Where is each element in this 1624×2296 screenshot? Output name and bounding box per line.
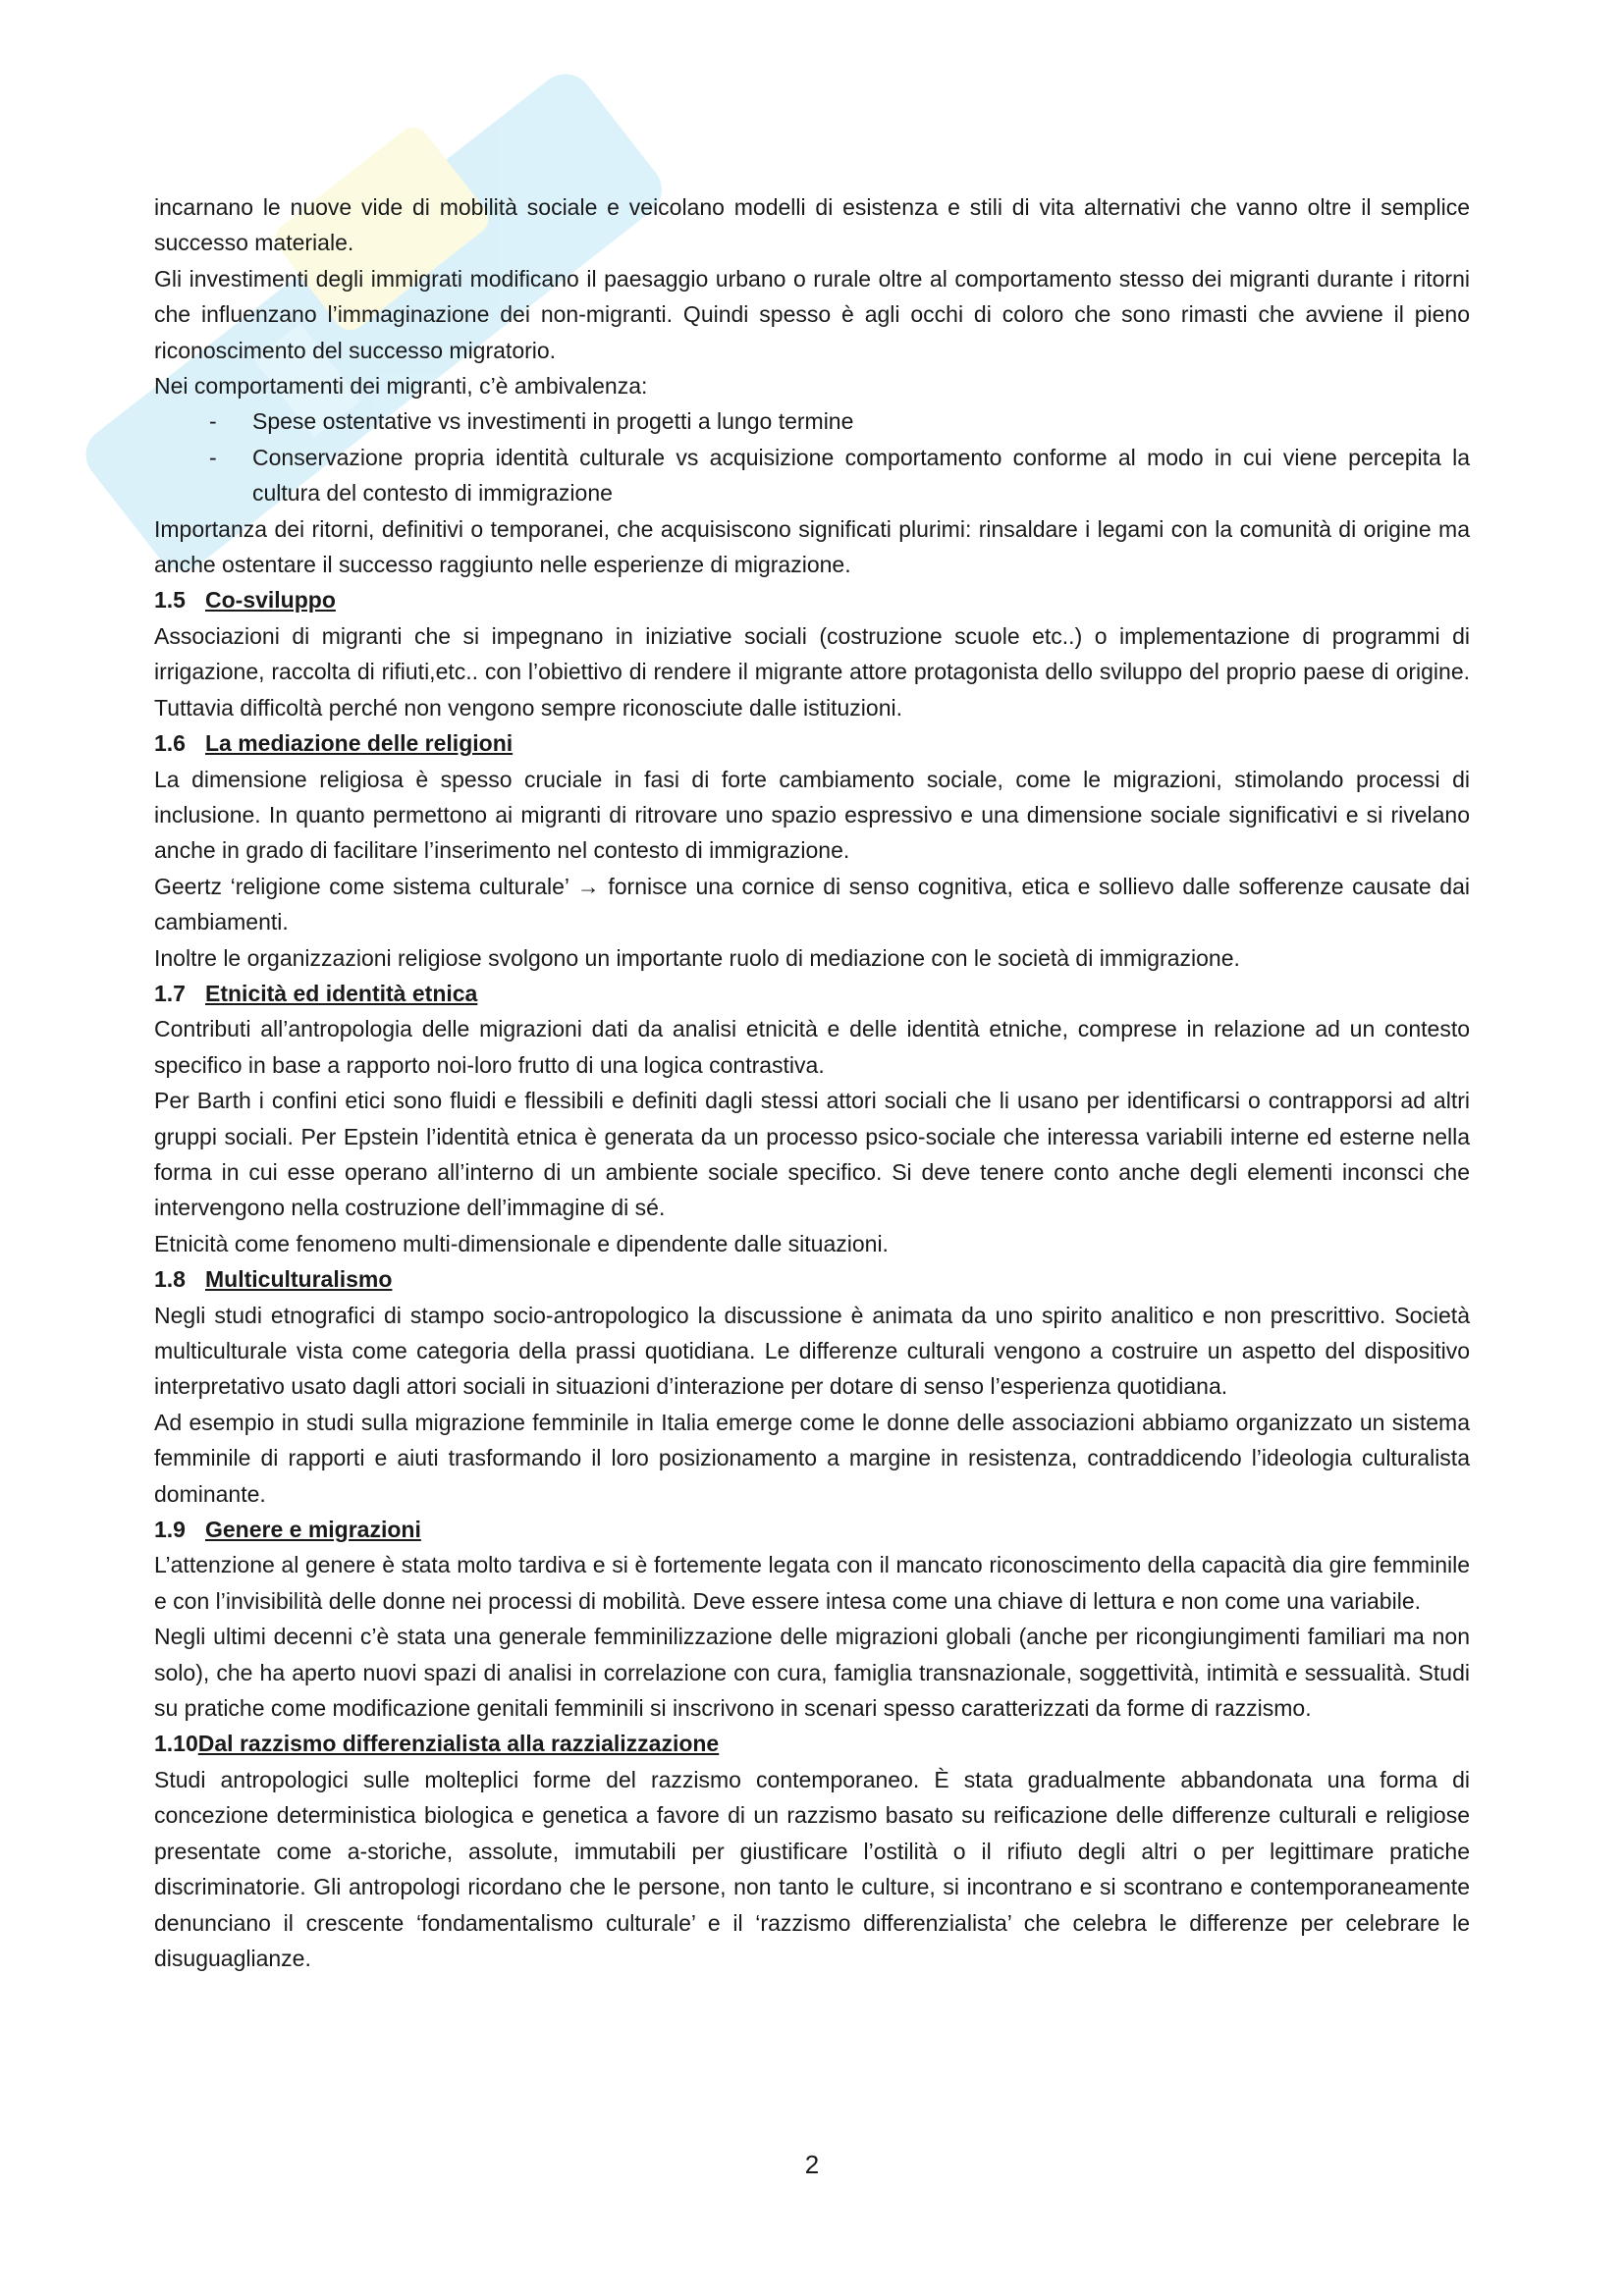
section-paragraph: Geertz ‘religione come sistema culturale’ → fornisce una cornice di senso cognitiva, etica e sollievo dalle sofferenze causate dai cambiamenti. [154, 873, 1470, 935]
section-heading [154, 1726, 1470, 1761]
section-religioni [154, 725, 1470, 976]
section-paragraph: La dimensione religiosa è spesso cruciale in fasi di forte cambiamento sociale, come le migrazioni, stimolando processi di inclusione. In quanto permettono ai migranti di ritrovare uno spazio espressivo e una dimensione sociale significativi e si rivelano anche in grado di facilitare l’inserimento nel contesto di immigrazione. [154, 766, 1470, 864]
section-title: Co-sviluppo [205, 587, 336, 614]
bullet-dash: - [209, 408, 217, 435]
section-paragraph: Associazioni di migranti che si impegnano in iniziative sociali (costruzione scuole etc..) o implementazione di programmi di irrigazione, raccolta di rifiuti,etc.. con l’obiettivo di rendere il migrante attore protagonista dello sviluppo del proprio paese di origine. Tuttavia difficoltà perché non vengono sempre riconosciute dalle istituzioni. [154, 622, 1470, 721]
section-title: Genere e migrazioni [205, 1517, 421, 1543]
section-title: La mediazione delle religioni [205, 730, 514, 757]
ambivalence-list [154, 403, 1470, 510]
section-paragraph: Studi antropologici sulle molteplici forme del razzismo contemporaneo. È stata gradualmente abbandonata una forma di concezione deterministica biologica e genetica a favore di un razzismo basato su reificazione delle differenze culturali e religiose presentate come a-storiche, assolute, immutabili per giustificare l’ostilità o il rifiuto degli altri o per legittimare pratiche discriminatorie. Gli antropologi ricordano che le persone, non tanto le culture, si incontrano e si scontrano e contemporaneamente denunciano il crescente ‘fondamentalismo culturale’ e il ‘razzismo differenzialista’ che celebra le differenze per celebrare le disuguaglianze. [154, 1766, 1470, 1971]
section-genere [154, 1512, 1470, 1726]
section-paragraph: Inoltre le organizzazioni religiose svolgono un importante ruolo di mediazione con le società di immigrazione. [154, 944, 1240, 971]
paragraph-top-2: Gli investimenti degli immigrati modificano il paesaggio urbano o rurale oltre al comportamento stesso dei migranti durante i ritorni che influenzano l’immaginazione dei non-migranti. Quindi spesso è agli occhi di coloro che sono rimasti che avviene il pieno riconoscimento del successo migratorio. [154, 265, 1470, 363]
section-co-sviluppo [154, 582, 1470, 725]
section-heading [154, 725, 1470, 761]
section-number: 1.7 [154, 980, 186, 1006]
section-number: 1.6 [154, 730, 186, 757]
section-heading [154, 1261, 1470, 1297]
section-heading [154, 1512, 1470, 1547]
section-number: 1.9 [154, 1517, 186, 1543]
section-paragraph: Negli studi etnografici di stampo socio-antropologico la discussione è animata da uno spirito analitico e non prescrittivo. Società multiculturale vista come categoria della prassi quotidiana. Le differenze culturali vengono a costruire un aspetto del dispositivo interpretativo usato dagli attori sociali in situazioni d’interazione per dotare di senso l’esperienza quotidiana. [154, 1302, 1470, 1400]
section-title: Etnicità ed identità etnica [205, 980, 478, 1006]
bullet-dash: - [209, 444, 217, 470]
section-razzismo [154, 1726, 1470, 1976]
document-body [154, 189, 1470, 1976]
section-etnicita [154, 976, 1470, 1261]
section-number: 1.5 [154, 587, 186, 614]
paragraph-top-1: incarnano le nuove vide di mobilità sociale e veicolano modelli di esistenza e stili di vita alternativi che vanno oltre il semplice successo materiale. [154, 194, 1470, 256]
paragraph-top-3: Nei comportamenti dei migranti, c’è ambivalenza: [154, 373, 648, 400]
section-number: 1.8 [154, 1266, 186, 1293]
section-paragraph: Etnicità come fenomeno multi-dimensionale e dipendente dalle situazioni. [154, 1230, 889, 1256]
section-multiculturalismo [154, 1261, 1470, 1512]
section-paragraph: Per Barth i confini etici sono fluidi e flessibili e definiti dagli stessi attori sociali che li usano per identificarsi o contrapporsi ad altri gruppi sociali. Per Epstein l’identità etnica è generata da un processo psico-sociale che interessa variabili interne ed esterne nella forma in cui esse operano all’interno di un ambiente sociale specifico. Si deve tenere conto anche degli elementi inconsci che intervengono nella costruzione dell’immagine di sé. [154, 1088, 1470, 1221]
section-paragraph: Contributi all’antropologia delle migrazioni dati da analisi etnicità e delle identità etniche, comprese in relazione ad un contesto specifico in base a rapporto noi-loro frutto di una logica contrastiva. [154, 1016, 1470, 1078]
paragraph-returns: Importanza dei ritorni, definitivi o temporanei, che acquisiscono significati plurimi: rinsaldare i legami con la comunità di origine ma anche ostentare il successo raggiunto nelle esperienze di migrazione. [154, 515, 1470, 578]
section-paragraph: Negli ultimi decenni c’è stata una generale femminilizzazione delle migrazioni globali (anche per ricongiungimenti familiari ma non solo), che ha aperto nuovi spazi di analisi in correlazione con cura, famiglia transnazionale, soggettività, intimità e sessualità. Studi su pratiche come modificazione genitali femminili si inscrivono in scenari spesso caratterizzati da forme di razzismo. [154, 1624, 1470, 1722]
page-number: 2 [804, 2150, 820, 2179]
list-item [154, 440, 1470, 511]
section-number: 1.10 [154, 1731, 198, 1757]
section-heading [154, 582, 1470, 617]
section-title: Multiculturalismo [205, 1266, 393, 1293]
section-title: Dal razzismo differenzialista alla razzializzazione [197, 1731, 720, 1757]
list-item [154, 403, 1470, 439]
section-paragraph: L’attenzione al genere è stata molto tardiva e si è fortemente legata con il mancato riconoscimento della capacità dia gire femminile e con l’invisibilità delle donne nei processi di mobilità. Deve essere intesa come una chiave di lettura e non come una variabile. [154, 1552, 1470, 1614]
bullet-text: Conservazione propria identità culturale vs acquisizione comportamento conforme al modo in cui viene percepita la cultura del contesto di immigrazione [252, 444, 1470, 507]
bullet-text: Spese ostentative vs investimenti in progetti a lungo termine [252, 408, 854, 435]
section-heading [154, 976, 1470, 1011]
section-paragraph: Ad esempio in studi sulla migrazione femminile in Italia emerge come le donne delle associazioni abbiamo organizzato un sistema femminile di rapporti e aiuti trasformando il loro posizionamento a margine in resistenza, contraddicendo l’ideologia culturalista dominante. [154, 1409, 1470, 1507]
